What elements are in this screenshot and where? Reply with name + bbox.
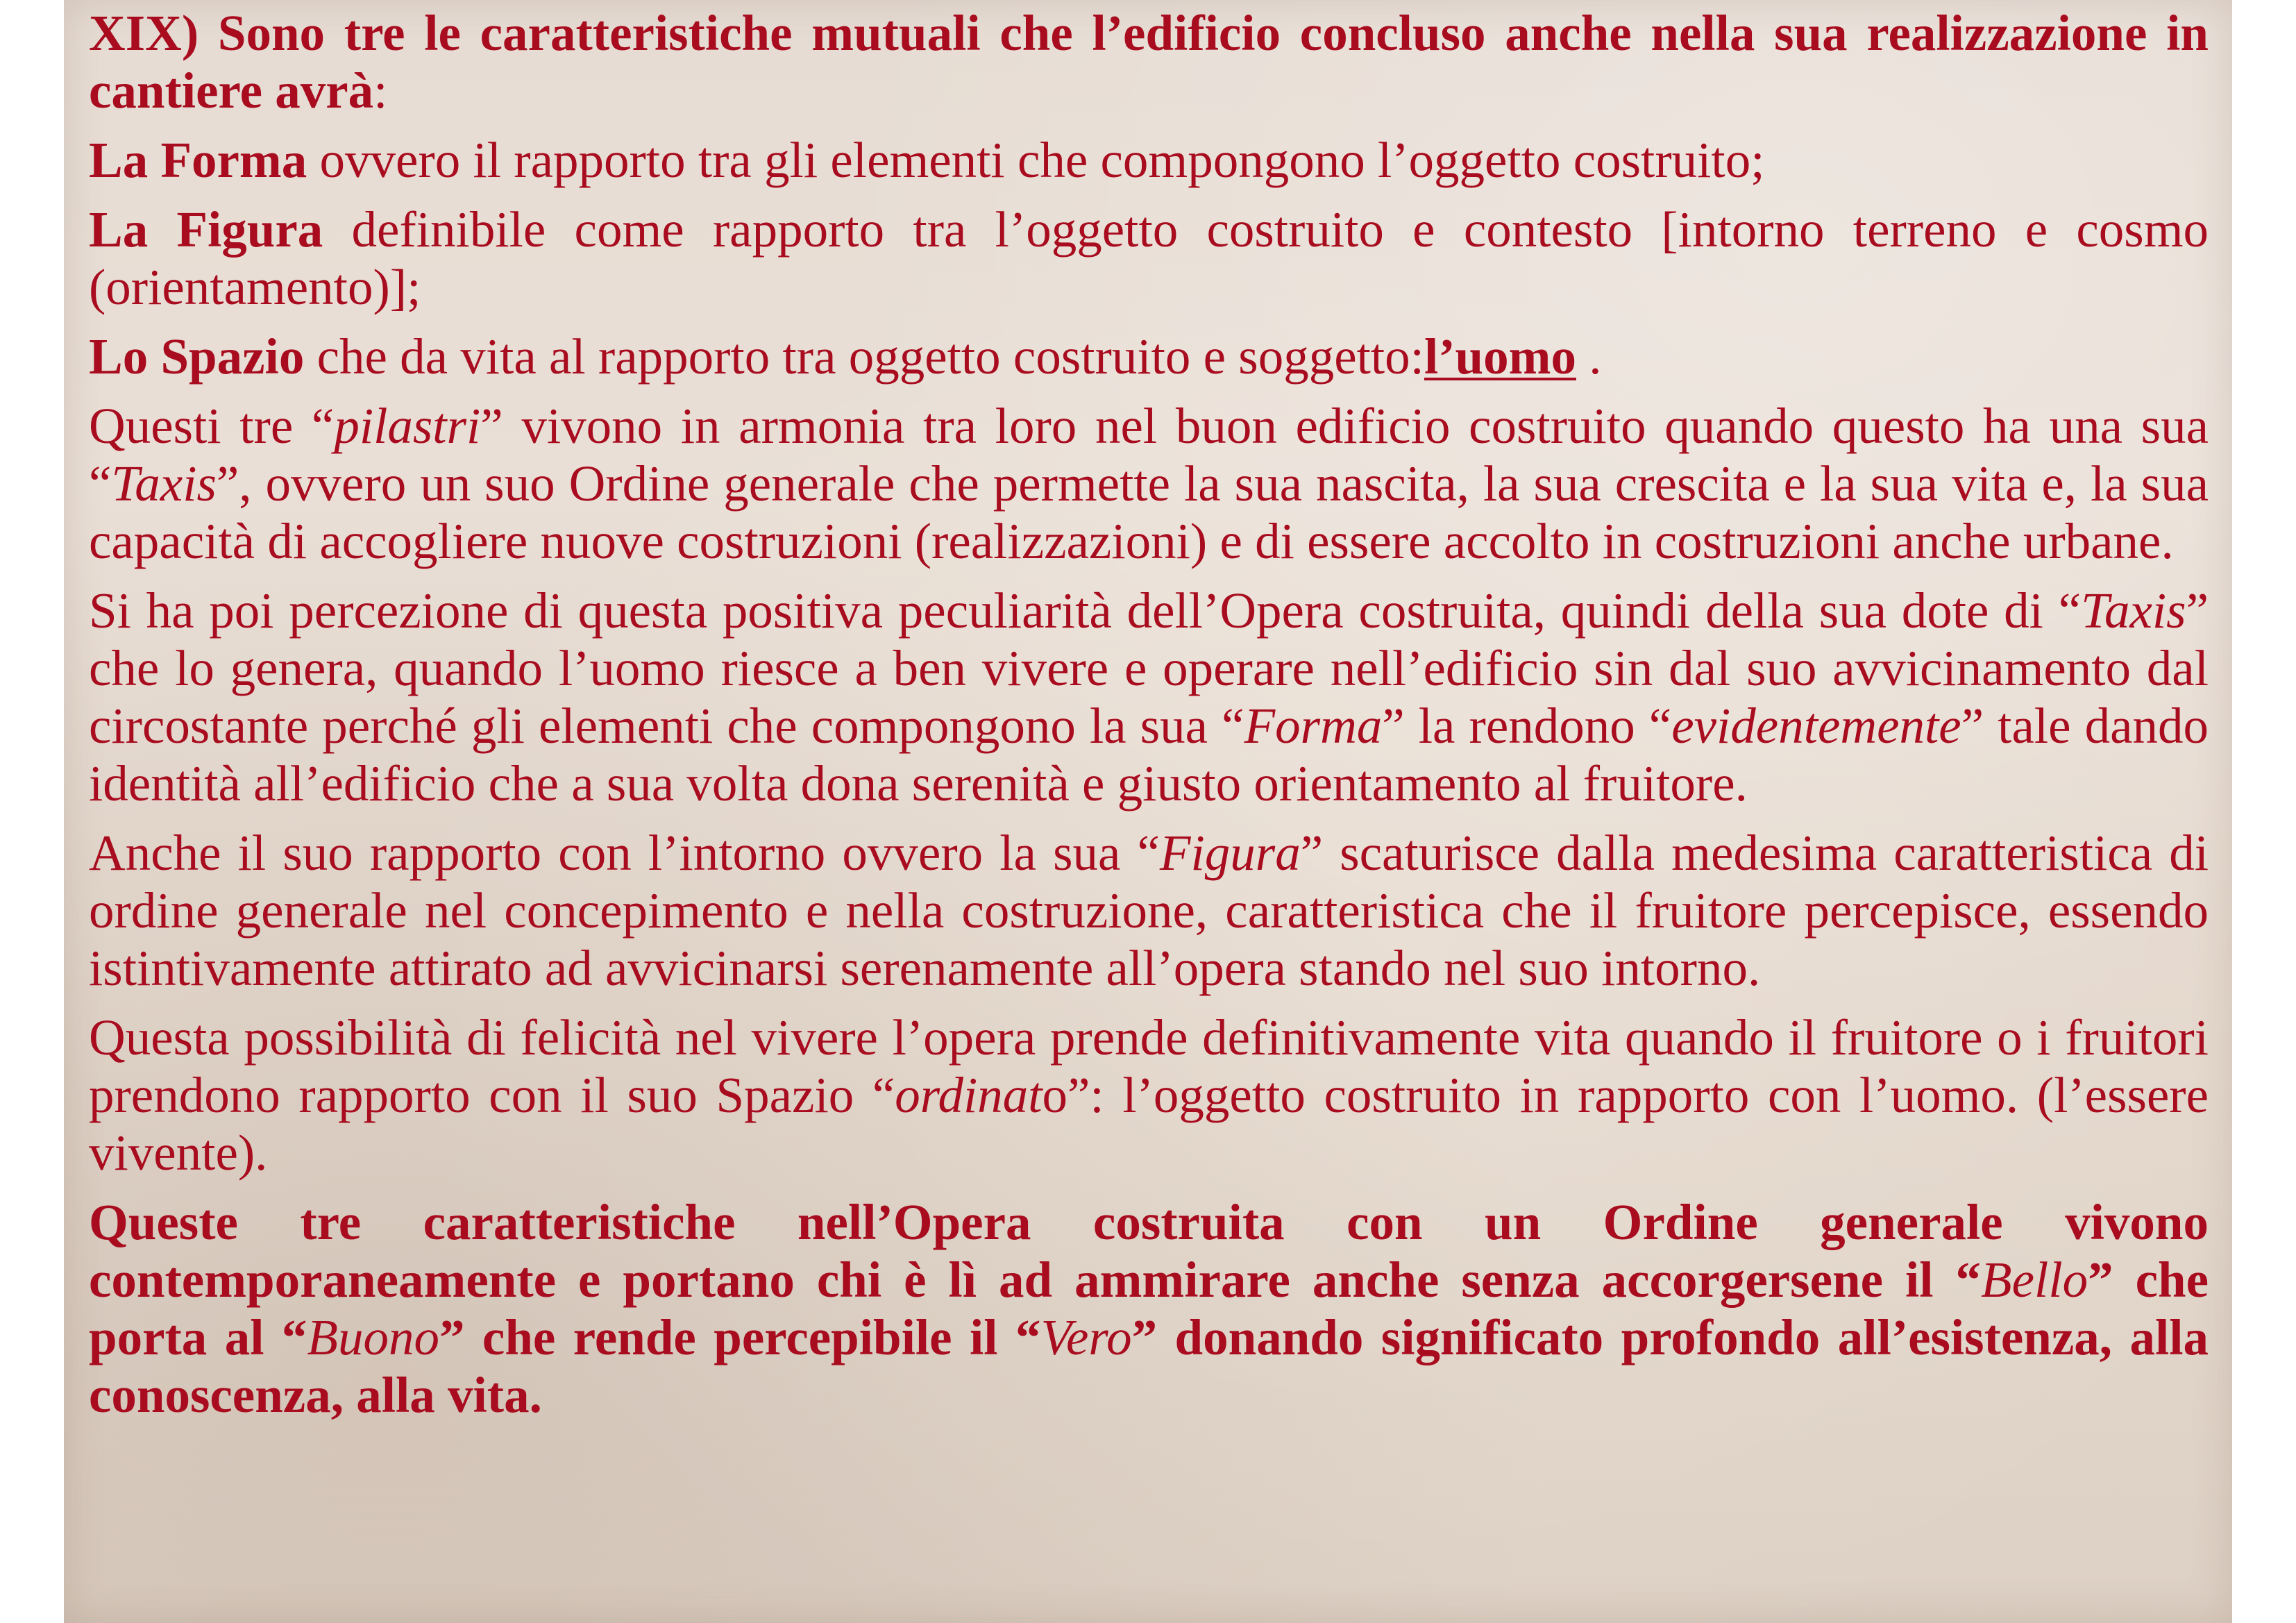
spazio-label: Lo Spazio [89, 328, 305, 385]
p5-taxis: Taxis [2081, 582, 2186, 639]
p8-text-a: Queste tre caratteristiche nell’Opera costruita con un Ordine generale vivono contemporaneamente e portano chi è lì ad ammirare anche senza accorgersene il “ [89, 1194, 2209, 1308]
p5-text-c: ” la rendono “ [1382, 698, 1672, 754]
figura-paragraph [89, 201, 2209, 316]
figura-label: La Figura [89, 201, 323, 258]
p8-text-b: ” che porta al “ [89, 1252, 2209, 1365]
figura-text: definibile come rapporto tra l’oggetto costruito e contesto [intorno terreno e cosmo (orientamento)]; [89, 201, 2209, 315]
p6-text-a: Anche il suo rapporto con l’intorno ovvero la sua “ [89, 825, 1160, 881]
p4-text-a: Questi tre “ [89, 398, 335, 454]
conclusione-paragraph [89, 1193, 2209, 1424]
heading-colon: : [373, 62, 388, 119]
felicita-paragraph [89, 1009, 2209, 1181]
spazio-uomo: l’uomo [1424, 328, 1576, 385]
p7-text-b: ”: l’oggetto costruito in rapporto con l’uomo. (l’essere vivente). [89, 1067, 2209, 1181]
p6-figura: Figura [1159, 825, 1301, 881]
forma-label: La Forma [89, 132, 307, 188]
p8-bello: Bello [1981, 1252, 2088, 1308]
spazio-end: . [1576, 328, 1602, 385]
document-body [89, 4, 2209, 1436]
p8-text-c: ” che rende percepibile il “ [439, 1309, 1041, 1365]
p7-ordinato-end: o [1042, 1067, 1068, 1123]
forma-text: ovvero il rapporto tra gli elementi che compongono l’oggetto costruito; [307, 132, 1765, 188]
p4-taxis: Taxis [111, 455, 217, 512]
heading-paragraph [89, 4, 2209, 119]
p8-buono: Buono [307, 1309, 440, 1365]
p4-text-b: ” vivono in armonia tra loro nel buon edificio costruito quando questo ha una sua “ [89, 398, 2209, 512]
spazio-paragraph [89, 328, 2209, 385]
p4-pilastri: pilastri [334, 398, 481, 454]
intorno-paragraph [89, 824, 2209, 997]
percezione-paragraph [89, 582, 2209, 812]
heading-text: XIX) Sono tre le caratteristiche mutuali che l’edificio concluso anche nella sua realizzazione in cantiere avrà [89, 5, 2209, 119]
p5-text-d: ” tale dando identità all’edificio che a sua volta dona serenità e giusto orientamento al fruitore. [89, 698, 2209, 812]
p5-evidentemente: evidentemente [1671, 698, 1961, 754]
p8-text-d: ” donando significato profondo all’esistenza, alla conoscenza, alla vita. [89, 1309, 2209, 1423]
p8-vero: Vero [1040, 1309, 1132, 1365]
document-page [64, 0, 2232, 1623]
p6-text-b: ” scaturisce dalla medesima caratteristica di ordine generale nel concepimento e nella costruzione, caratteristica che il fruitore percepisce, essendo istintivamente attirato ad avvicinarsi serenamente all’opera stando nel suo intorno. [89, 825, 2209, 996]
forma-paragraph [89, 131, 2209, 189]
p7-ordinato: ordinat [895, 1067, 1043, 1123]
p5-text-b: ” che lo genera, quando l’uomo riesce a ben vivere e operare nell’edificio sin dal suo avvicinamento dal circostante perché gli elementi che compongono la sua “ [89, 582, 2209, 754]
p7-text-a: Questa possibilità di felicità nel vivere l’opera prende definitivamente vita quando il fruitore o i fruitori prendono rapporto con il suo Spazio “ [89, 1009, 2209, 1123]
pilastri-paragraph [89, 397, 2209, 570]
p4-text-c: ”, ovvero un suo Ordine generale che permette la sua nascita, la sua crescita e la sua vita e, la sua capacità di accogliere nuove costruzioni (realizzazioni) e di essere accolto in costruzioni anche urbane. [89, 455, 2209, 569]
p5-forma: Forma [1244, 698, 1383, 754]
spazio-text: che da vita al rapporto tra oggetto costruito e soggetto: [304, 328, 1424, 385]
p5-text-a: Si ha poi percezione di questa positiva peculiarità dell’Opera costruita, quindi della sua dote di “ [89, 582, 2082, 639]
